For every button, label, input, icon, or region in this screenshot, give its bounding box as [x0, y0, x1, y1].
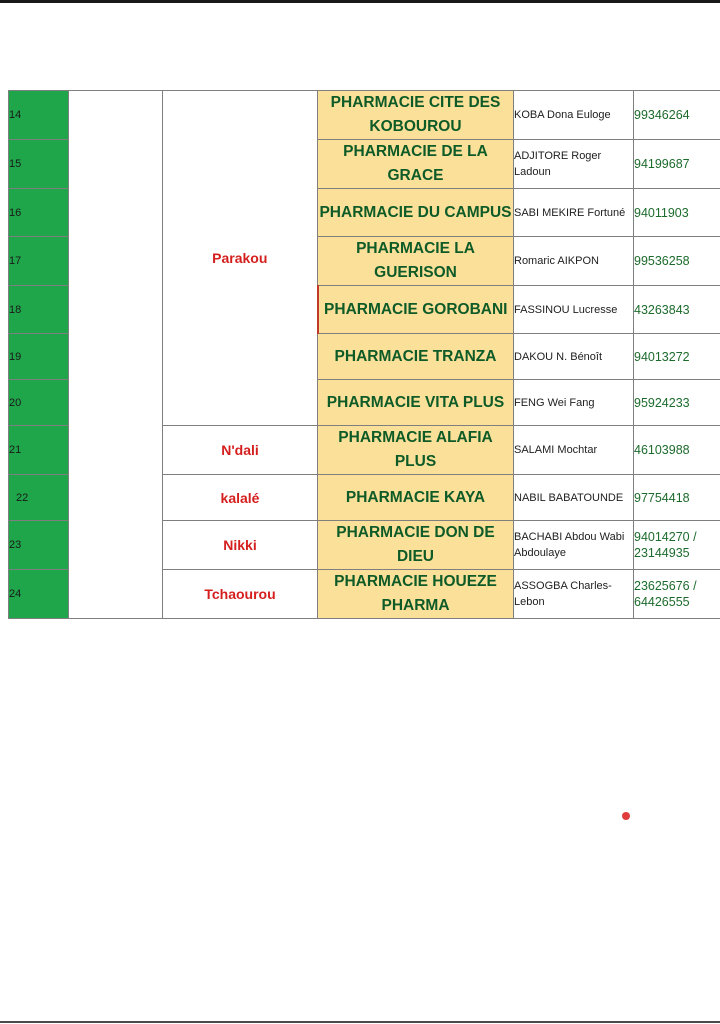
pharmacy-table [8, 90, 720, 619]
pharmacy-name: PHARMACIE DE LA GRACE [318, 140, 514, 189]
pharmacy-table-container [8, 90, 720, 619]
phone-number: 97754418 [634, 475, 720, 521]
owner-name: SABI MEKIRE Fortuné [514, 189, 634, 237]
phone-number: 99536258 [634, 237, 720, 286]
department-cell [69, 91, 163, 619]
owner-name: ADJITORE Roger Ladoun [514, 140, 634, 189]
owner-name: FASSINOU Lucresse [514, 286, 634, 334]
pharmacy-name: PHARMACIE LA GUERISON [318, 237, 514, 286]
phone-number: 94199687 [634, 140, 720, 189]
row-number: 22 [9, 475, 69, 521]
row-number: 17 [9, 237, 69, 286]
city-cell: Parakou [163, 91, 318, 426]
pharmacy-name: PHARMACIE DU CAMPUS [318, 189, 514, 237]
row-number: 14 [9, 91, 69, 140]
table-row [9, 91, 720, 140]
row-number: 21 [9, 426, 69, 475]
top-border-line [0, 0, 720, 3]
phone-number: 46103988 [634, 426, 720, 475]
row-number: 20 [9, 380, 69, 426]
pharmacy-name: PHARMACIE DON DE DIEU [318, 521, 514, 570]
phone-number: 94014270 / 23144935 [634, 521, 720, 570]
pharmacy-name: PHARMACIE CITE DES KOBOUROU [318, 91, 514, 140]
phone-number: 94013272 [634, 334, 720, 380]
pharmacy-name: PHARMACIE GOROBANI [318, 286, 514, 334]
owner-name: KOBA Dona Euloge [514, 91, 634, 140]
phone-number: 43263843 [634, 286, 720, 334]
row-number: 23 [9, 521, 69, 570]
pharmacy-name: PHARMACIE KAYA [318, 475, 514, 521]
owner-name: DAKOU N. Bénoît [514, 334, 634, 380]
pharmacy-name: PHARMACIE ALAFIA PLUS [318, 426, 514, 475]
city-cell: Nikki [163, 521, 318, 570]
row-number: 24 [9, 570, 69, 619]
owner-name: FENG Wei Fang [514, 380, 634, 426]
owner-name: BACHABI Abdou Wabi Abdoulaye [514, 521, 634, 570]
phone-number: 94011903 [634, 189, 720, 237]
city-cell: kalalé [163, 475, 318, 521]
owner-name: Romaric AIKPON [514, 237, 634, 286]
pharmacy-name: PHARMACIE TRANZA [318, 334, 514, 380]
red-dot-mark [622, 812, 630, 820]
phone-number: 99346264 [634, 91, 720, 140]
row-number: 19 [9, 334, 69, 380]
owner-name: SALAMI Mochtar [514, 426, 634, 475]
phone-number: 95924233 [634, 380, 720, 426]
row-number: 18 [9, 286, 69, 334]
row-number: 15 [9, 140, 69, 189]
city-cell: N'dali [163, 426, 318, 475]
row-number: 16 [9, 189, 69, 237]
phone-number: 23625676 / 64426555 [634, 570, 720, 619]
pharmacy-name: PHARMACIE VITA PLUS [318, 380, 514, 426]
city-cell: Tchaourou [163, 570, 318, 619]
owner-name: NABIL BABATOUNDE [514, 475, 634, 521]
pharmacy-name: PHARMACIE HOUEZE PHARMA [318, 570, 514, 619]
owner-name: ASSOGBA Charles-Lebon [514, 570, 634, 619]
bottom-border-line [0, 1021, 720, 1023]
